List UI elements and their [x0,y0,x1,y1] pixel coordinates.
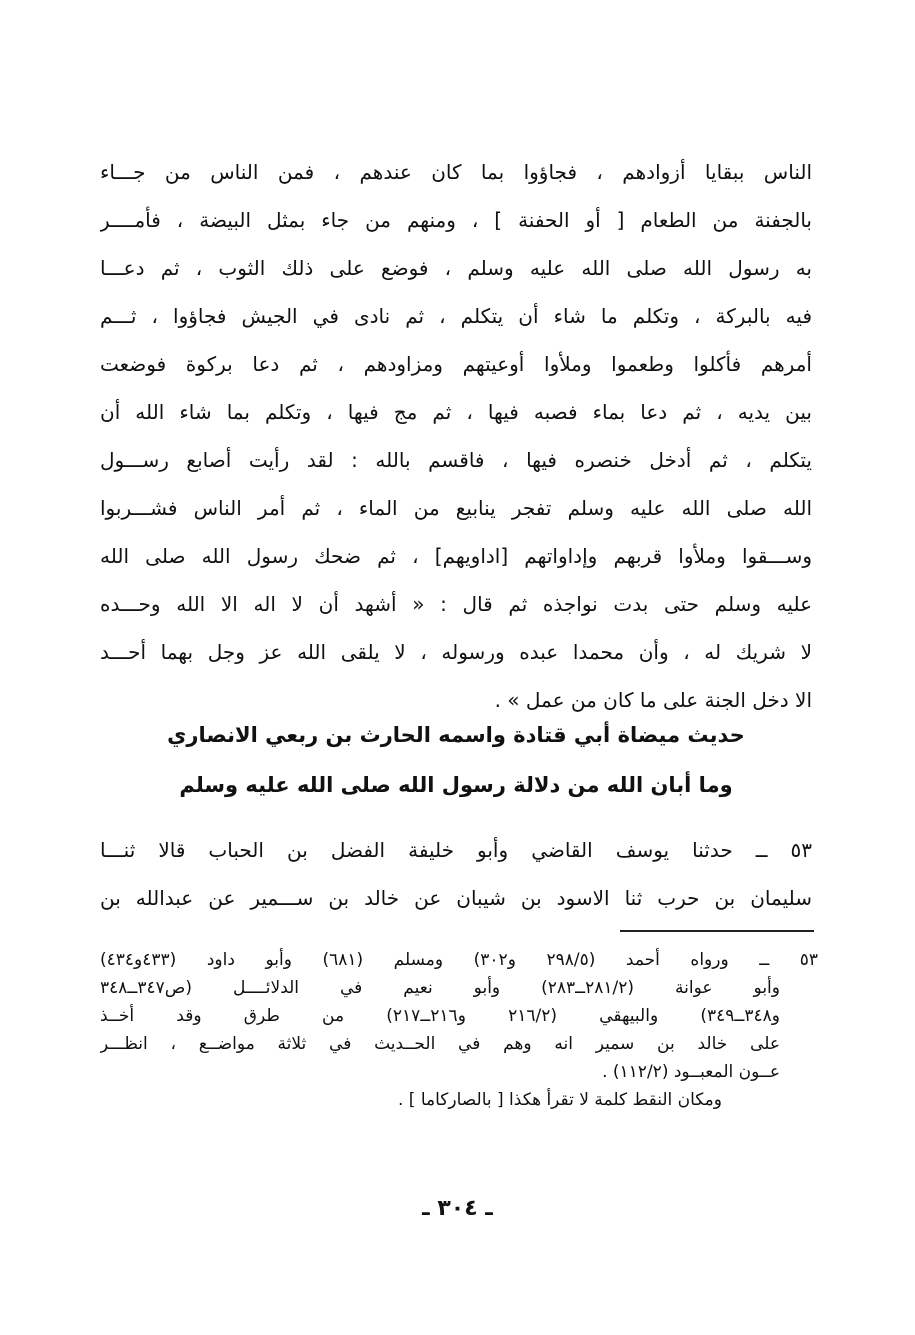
text-line: الا دخل الجنة على ما كان من عمل » . [494,688,812,712]
text-line: بين يديه ، ثم دعا بماء فصبه فيها ، ثم مج فيها ، وتكلم بما شاء الله أن [100,400,812,424]
heading-line: وما أبان الله من دلالة رسول الله صلى الله عليه وسلم [179,773,733,797]
page-number: ـ ٣٠٤ ـ [422,1196,493,1221]
text-line: لا شريك له ، وأن محمدا عبده ورسوله ، لا يلقى الله عز وجل بهما أحـــد [100,640,812,664]
text-line: سليمان بن حرب ثنا الاسود بن شيبان عن خالد بن ســـمير عن عبدالله بن [100,886,812,910]
hadith-text [100,826,812,922]
text-line: بالجفنة من الطعام [ أو الحفنة ] ، ومنهم من جاء بمثل البيضة ، فأمــــر [100,208,812,232]
text-line: أمرهم فأكلوا وطعموا وملأوا أوعيتهم ومزاودهم ، ثم دعا بركوة فوضعت [100,352,812,376]
text-line: وســـقوا وملأوا قربهم وإداواتهم [اداويهم] ، ثم ضحك رسول الله صلى الله [100,544,812,568]
heading-line: حديث ميضاة أبي قتادة واسمه الحارث بن ربعي الانصاري [167,723,745,747]
text-line: عليه وسلم حتى بدت نواجذه ثم قال : « أشهد أن لا اله الا الله وحـــده [100,592,812,616]
footnote-line: و٣٤٨ــ٣٤٩) والبيهقي (٢١٦/٢ و٢١٦ــ٢١٧) من طرق وقد أخــذ [100,1006,780,1026]
footnote-divider [620,930,814,932]
text-line: فيه بالبركة ، وتكلم ما شاء أن يتكلم ، ثم نادى في الجيش فجاؤوا ، ثـــم [100,304,812,328]
text-line: ٥٣ ــ حدثنا يوسف القاضي وأبو خليفة الفضل بن الحباب قالا ثنـــا [100,838,812,862]
footnote-line: على خالد بن سمير انه وهم في الحــديث في ثلاثة مواضــع ، انظـــر [100,1034,780,1054]
text-line: الناس ببقايا أزوادهم ، فجاؤوا بما كان عندهم ، فمن الناس من جـــاء [100,160,812,184]
footnote-line: وأبو عوانة (٢٨١/٢ــ٢٨٣) وأبو نعيم في الدلائــــل (ص٣٤٧ــ٣٤٨ [100,978,780,998]
section-heading [100,710,812,810]
footnote-line: ٥٣ ــ ورواه أحمد (٢٩٨/٥ و٣٠٢) ومسلم (٦٨١) وأبو داود (٤٣٣و٤٣٤) [100,950,818,970]
text-line: به رسول الله صلى الله عليه وسلم ، فوضع على ذلك الثوب ، ثم دعـــا [100,256,812,280]
footnote-note: ومكان النقط كلمة لا تقرأ هكذا [ بالصاركاما ] . [397,1090,722,1110]
text-line: الله صلى الله عليه وسلم تفجر ينابيع من الماء ، ثم أمر الناس فشـــربوا [100,496,812,520]
main-text [100,148,812,724]
text-line: يتكلم ، ثم أدخل خنصره فيها ، فاقسم بالله : لقد رأيت أصابع رســـول [100,448,812,472]
footnotes [100,946,818,1114]
footnote-line: عــون المعبــود (١١٢/٢) . [602,1062,780,1082]
